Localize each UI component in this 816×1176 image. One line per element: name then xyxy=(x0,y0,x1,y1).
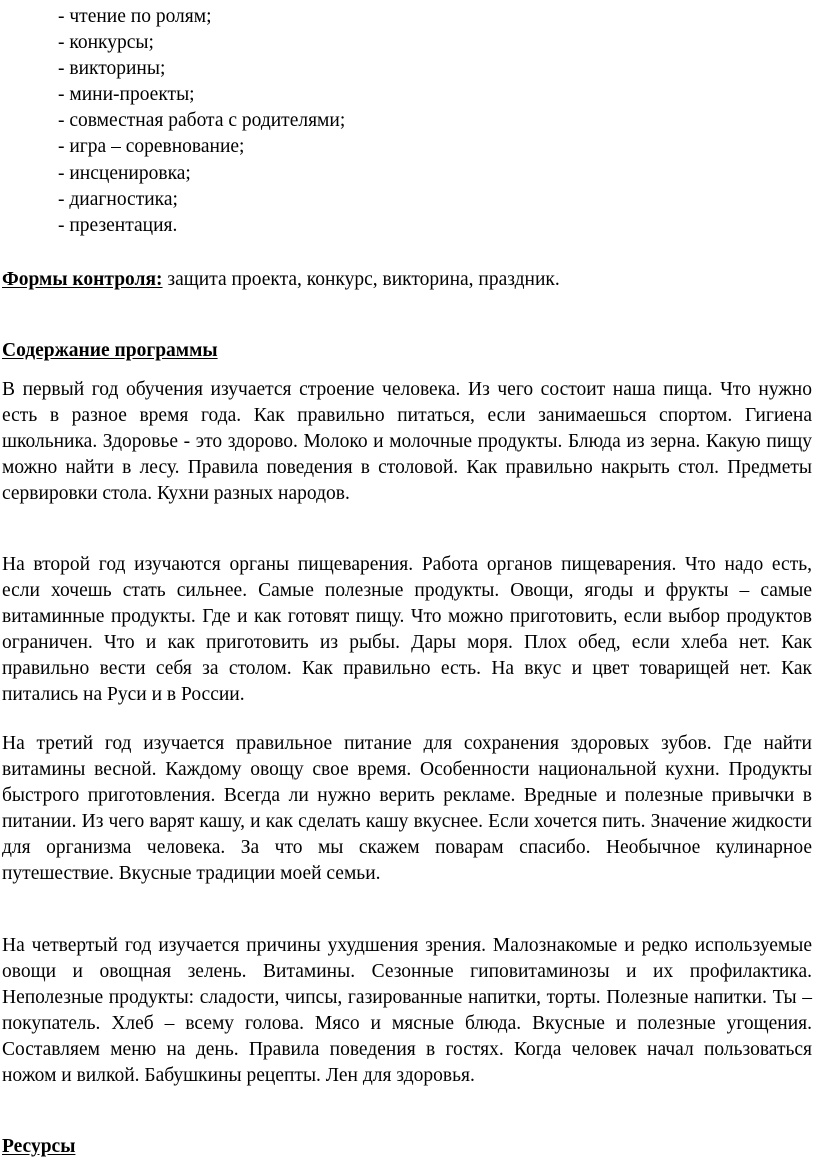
list-item: - викторины; xyxy=(58,58,166,80)
list-item: - инсценировка; xyxy=(58,162,191,184)
control-forms-text: защита проекта, конкурс, викторина, праздник. xyxy=(162,269,560,290)
content-paragraph-year-2: На второй год изучаются органы пищеварения. Работа органов пищеварения. Что надо есть, если хочешь стать сильнее. Самые полезные продукты. Овощи, ягоды и фрукты – самые витаминные продукты. Где и как готовят пищу. Что можно приготовить, если выбор продуктов ограничен. Что и как приготовить из рыбы. Дары моря. Плох обед, если хлеба нет. Как правильно вести себя за столом. Как правильно есть. На вкус и цвет товарищей нет. Как питались на Руси и в России. xyxy=(2,554,812,705)
list-item: - совместная работа с родителями; xyxy=(58,110,346,132)
content-paragraph-year-3: На третий год изучается правильное питание для сохранения здоровых зубов. Где найти витамины весной. Каждому овощу свое время. Особенности национальной кухни. Продукты быстрого приготовления. Всегда ли нужно верить рекламе. Вредные и полезные привычки в питании. Из чего варят кашу, и как сделать кашу вкуснее. Если хочется пить. Значение жидкости для организма человека. За что мы скажем поварам спасибо. Необычное кулинарное путешествие. Вкусные традиции моей семьи. xyxy=(2,733,812,884)
control-forms-heading: Формы контроля: xyxy=(2,269,163,290)
resources-section-title: Ресурсы xyxy=(2,1136,76,1157)
list-item: - игра – соревнование; xyxy=(58,136,245,158)
list-item: - чтение по ролям; xyxy=(58,6,212,27)
list-item: - мини-проекты; xyxy=(58,84,195,106)
content-section-title: Содержание программы xyxy=(2,340,218,361)
content-paragraph-year-4: На четвертый год изучается причины ухудшения зрения. Малознакомые и редко используемые овощи и овощная зелень. Витамины. Сезонные гиповитаминозы и их профилактика. Неполезные продукты: сладости, чипсы, газированные напитки, торты. Полезные напитки. Ты – покупатель. Хлеб – всему голова. Мясо и мясные блюда. Вкусные и полезные угощения. Составляем меню на день. Правила поведения в гостях. Когда человек начал пользоваться ножом и вилкой. Бабушкины рецепты. Лен для здоровья. xyxy=(2,935,812,1086)
control-forms-line xyxy=(2,267,560,293)
list-item: - диагностика; xyxy=(58,188,178,210)
content-paragraph-year-1: В первый год обучения изучается строение человека. Из чего состоит наша пища. Что нужно есть в разное время года. Как правильно питаться, если занимаешься спортом. Гигиена школьника. Здоровье - это здорово. Молоко и молочные продукты. Блюда из зерна. Какую пищу можно найти в лесу. Правила поведения в столовой. Как правильно накрыть стол. Предметы сервировки стола. Кухни разных народов. xyxy=(2,379,812,504)
activities-list xyxy=(58,4,345,239)
list-item: - презентация. xyxy=(58,214,178,236)
list-item: - конкурсы; xyxy=(58,32,154,54)
